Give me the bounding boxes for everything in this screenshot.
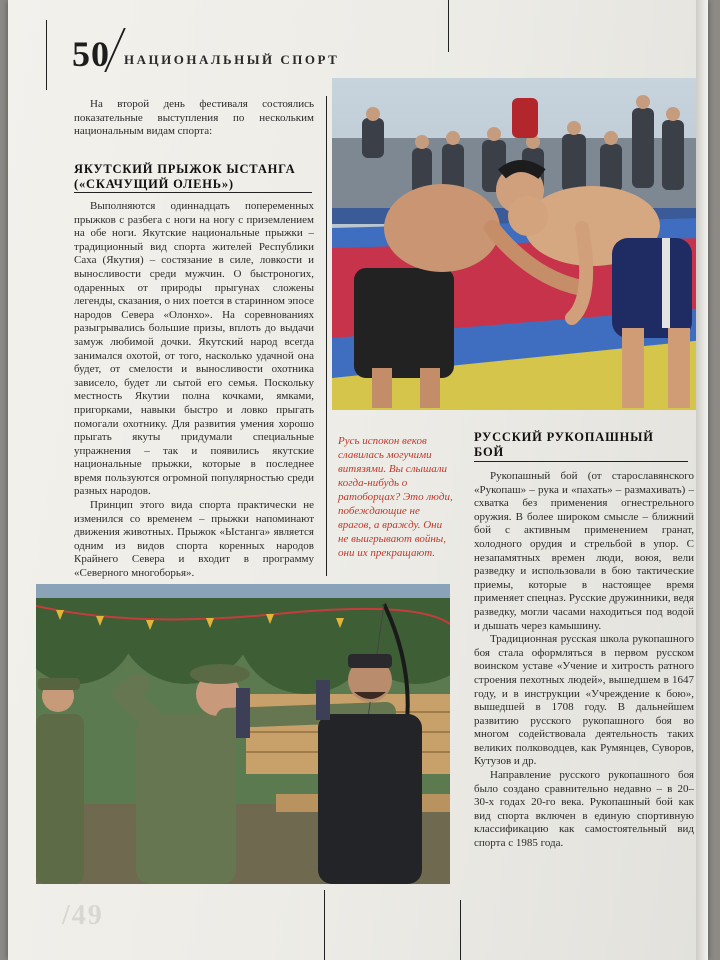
article2-body (474, 470, 694, 851)
page-edge (696, 0, 708, 960)
archery-photo-illustration (36, 584, 450, 884)
article1-body (74, 200, 314, 581)
column-rule-left (46, 20, 47, 90)
article2-heading-line2: БОЙ (474, 445, 505, 459)
archery-photo (36, 584, 450, 884)
column-rule-bottom-left (324, 890, 325, 960)
column-rule-right (448, 0, 449, 52)
article1-paragraph2: Принцип этого вида спорта практически не изменился со временем – прыжки напоминают движения животных. Прыжок «Ыстанга» является одним из видов спорта коренных народов Крайнего Севера и входит в программу «Северного многоборья». (74, 499, 314, 580)
article1-heading-line1: ЯКУТСКИЙ ПРЫЖОК ЫСТАНГА (74, 162, 296, 176)
article1-heading (74, 162, 324, 192)
wrestling-photo-illustration (332, 78, 704, 410)
footer-mark: /49 (62, 900, 104, 931)
article2-paragraph3: Направление русского рукопашного боя было создано сравнительно недавно – в 20–30-х годах 20-го века. Рукопашный бой как вид спорта включен в единую спортивную классификацию как самостоятельный вид спорта с 1985 года. (474, 769, 694, 850)
page-number: 50 (72, 34, 110, 74)
section-title: НАЦИОНАЛЬНЫЙ СПОРТ (124, 52, 340, 67)
page-header (72, 28, 339, 72)
article1-heading-line2: («СКАЧУЩИЙ ОЛЕНЬ») (74, 177, 234, 191)
pull-quote: Русь испокон веков славилась могучими витязями. Вы слышали когда-нибудь о ратоборцах? Это люди, побеждающие не врагов, а вражду. Они не выигрывают войны, они их прекращают. (338, 435, 453, 559)
article2-heading-line1: РУССКИЙ РУКОПАШНЫЙ (474, 430, 654, 444)
article1-paragraph1: Выполняются одиннадцать попеременных прыжков с разбега с ноги на ногу с приземлением на обе ноги. Якутские национальные прыжки – традиционный вид спорта жителей Республики Саха (Якутия) – состязание в силе, ловкости и выносливости среди мужчин. О быстроногих, одаренных от природы прыгунах сложены легенды, сказания, о них поется в старинном эпосе народов Севера «Олонхо». На соревнованиях разыгрывались большие призы, вплоть до выдачи замуж любимой дочки. Якутский народ всегда занимался охотой, от того, насколько удачной она будет, от смелости и выносливости охотника зависело, будет ли сытой его семья. Поскольку местность Якутии полна кочками, ямками, пригорками, навыки быстро и ловко прыгать помогали охотнику. Для развития умения хорошо прыгать якуты придумали специальные упражнения – так и появились якутские национальные прыжки, которые в последнее время пользуются огромной популярностью среди разных народов. (74, 200, 314, 498)
article2-heading-rule (474, 461, 688, 462)
column-rule-bottom-right (460, 900, 461, 960)
intro-paragraph: На второй день фестиваля состоялись показательные выступления по нескольким национальным видам спорта: (74, 98, 314, 138)
article2-paragraph1: Рукопашный бой (от старославянского «Рукопаш» – рука и «пахать» – размахивать) – схватка без применения огнестрельного оружия. В более широком смысле – ближний бой с активным применением гранат, холодного орудия и стрельбой в упор. С незапамятных времен люди, воюя, вели разведку и использовали в бою тактические приемы, которые в настоящее время применяет спецназ. Русские дружинники, ведя разведку, могли часами находиться под водой и дышать через камышину. (474, 470, 694, 632)
magazine-page (8, 0, 708, 960)
wrestling-photo (332, 78, 704, 410)
article2-paragraph2: Традиционная русская школа рукопашного боя стала оформляться в первом русском воинском уставе «Учение и хитрость ратного строения пехотных людей», вышедшем в 1647 году, и в инструкции «Учреждение к бою», вышедшей в 1708 году. В дальнейшем развитию русского рукопашного боя во многом содействовала деятельность таких великих полководцев, как Румянцев, Суворов, Кутузов и др. (474, 633, 694, 768)
article2-heading (474, 430, 694, 460)
article1-heading-rule (74, 192, 312, 193)
column-rule-middle (326, 96, 327, 576)
